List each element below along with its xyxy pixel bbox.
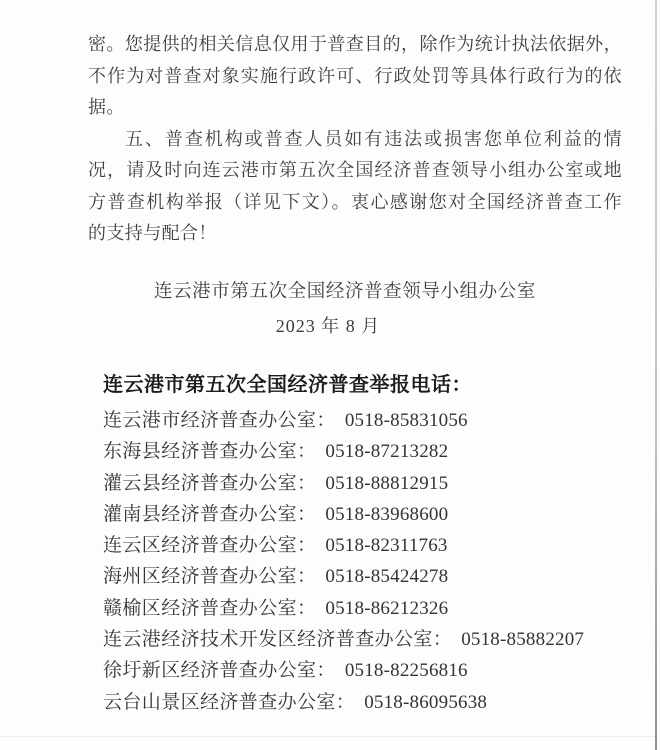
body-line: 方普查机构举报（详见下文）。衷心感谢您对全国经济普查工作: [88, 191, 622, 212]
hotline-phone: 0518-82311763: [325, 535, 448, 557]
body-line: 况，请及时向连云港市第五次全国经济普查领导小组办公室或地: [88, 160, 622, 180]
body-line: 密。您提供的相关信息仅用于普查目的，除作为统计执法依据外，: [88, 34, 622, 54]
body-line: 的支持与配合！: [88, 223, 217, 243]
hotline-item: [103, 405, 623, 436]
date-line: 2023 年 8 月: [275, 316, 381, 336]
hotline-item: [103, 468, 623, 499]
scan-page-edge-right: [655, 0, 657, 750]
hotline-item: [103, 561, 623, 592]
body-line: 五、普查机构或普查人员如有违法或损害您单位利益的情: [125, 128, 622, 149]
hotline-phone: 0518-85882207: [461, 629, 585, 651]
signature-line: 连云港市第五次全国经济普查领导小组办公室: [153, 282, 536, 302]
hotline-office: 赣榆区经济普查办公室：: [103, 597, 317, 619]
hotline-heading: 连云港市第五次全国经济普查举报电话：: [103, 374, 472, 396]
hotline-office: 灌南县经济普查办公室：: [103, 503, 317, 525]
hotline-phone: 0518-87213282: [325, 441, 449, 463]
body-line: 不作为对普查对象实施行政许可、行政处罚等具体行政行为的依: [88, 65, 622, 86]
hotline-office: 灌云县经济普查办公室：: [103, 472, 317, 494]
paragraph-item-five: [88, 124, 622, 250]
body-paragraphs: [88, 29, 622, 250]
hotline-item: [103, 530, 623, 561]
hotline-item: [103, 436, 623, 467]
hotline-phone: 0518-82256816: [344, 660, 468, 682]
hotline-phone: 0518-85831056: [344, 410, 468, 431]
hotline-phone: 0518-86095638: [364, 691, 488, 713]
hotline-office: 云台山景区经济普查办公室：: [103, 691, 356, 713]
hotline-item: [103, 624, 623, 655]
hotline-list: [103, 405, 623, 718]
hotline-office: 连云港市经济普查办公室：: [103, 410, 336, 431]
hotline-phone: 0518-85424278: [325, 566, 449, 588]
hotline-item: [103, 499, 623, 530]
hotline-phone: 0518-83968600: [325, 503, 449, 525]
paragraph-continuation: [88, 29, 622, 124]
hotline-item: [103, 593, 623, 624]
hotline-item: [103, 687, 623, 718]
scan-page-edge-bottom: [0, 736, 655, 737]
hotline-office: 徐圩新区经济普查办公室：: [103, 660, 336, 682]
body-line: 据。: [88, 97, 125, 117]
hotline-office: 连云港经济技术开发区经济普查办公室：: [103, 629, 453, 651]
hotline-phone: 0518-86212326: [325, 597, 449, 619]
hotline-office: 东海县经济普查办公室：: [103, 441, 317, 463]
hotline-office: 连云区经济普查办公室：: [103, 535, 317, 557]
hotline-item: [103, 655, 623, 686]
hotline-office: 海州区经济普查办公室：: [103, 566, 317, 588]
hotline-phone: 0518-88812915: [325, 472, 449, 494]
